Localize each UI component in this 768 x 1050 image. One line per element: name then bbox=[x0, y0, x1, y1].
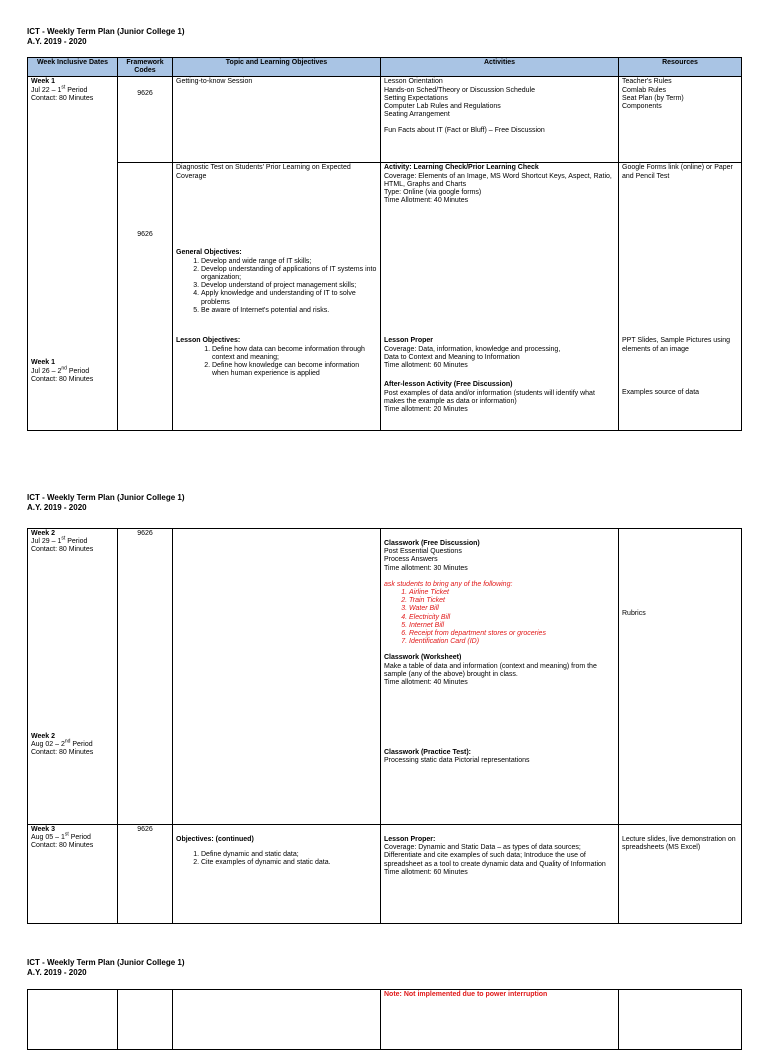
activities-cell bbox=[381, 529, 619, 825]
list-item: 1. Define how data can become information through context and meaning; bbox=[212, 346, 377, 362]
framework-code: 9626 bbox=[118, 529, 173, 825]
framework-code-cell bbox=[118, 163, 173, 431]
activity-title: Lesson Proper: bbox=[384, 836, 436, 843]
table-row bbox=[28, 990, 742, 1050]
list-item: 5. Be aware of Internet's potential and risks. bbox=[201, 307, 377, 315]
lesson-objectives-title: Lesson Objectives: bbox=[176, 337, 241, 345]
resource-line: Examples source of data bbox=[622, 389, 700, 397]
activity-line: Coverage: Elements of an Image, MS Word Shortcut Keys, Aspect, Ratio, HTML, Graphs and Charts bbox=[384, 172, 612, 188]
topic-text: Getting-to-know Session bbox=[176, 78, 253, 86]
activity-line: Coverage: Data, information, knowledge and processing, bbox=[384, 345, 561, 353]
topic-cell bbox=[173, 163, 381, 431]
resources-cell bbox=[619, 825, 742, 924]
activity-title: Lesson Proper bbox=[384, 337, 434, 345]
table-row bbox=[28, 825, 742, 924]
activity-line: Hands-on Sched/Theory or Discussion Schedule bbox=[384, 86, 535, 94]
week-cell bbox=[28, 529, 118, 825]
activity-line: Process Answers bbox=[384, 556, 438, 564]
week-label: Week 1 bbox=[31, 78, 55, 86]
week-cell bbox=[28, 990, 118, 1050]
list-item: 1. Airline Ticket bbox=[409, 589, 615, 597]
doc-subtitle: A.Y. 2019 - 2020 bbox=[27, 37, 87, 46]
resources-cell bbox=[619, 77, 742, 163]
activity-line: Time allotment: 60 Minutes bbox=[384, 868, 468, 876]
activity-line: Type: Online (via google forms) bbox=[384, 189, 482, 197]
activity-line: Processing static data Pictorial representations bbox=[384, 757, 530, 765]
header-topic: Topic and Learning Objectives bbox=[173, 58, 381, 77]
resource-line: Rubrics bbox=[622, 610, 646, 617]
week-contact: Contact: 80 Minutes bbox=[31, 94, 94, 102]
week-cell bbox=[28, 77, 118, 431]
week-contact: Contact: 80 Minutes bbox=[31, 842, 94, 850]
activity-line: Data to Context and Meaning to Information bbox=[384, 353, 520, 361]
activity-line: Time allotment: 20 Minutes bbox=[384, 406, 468, 414]
week-date: Jul 26 – 2nd Period bbox=[31, 365, 90, 375]
list-item: 2. Define how knowledge can become information when human experience is applied bbox=[212, 362, 377, 378]
list-item: 2. Train Ticket bbox=[409, 597, 615, 605]
activities-cell bbox=[381, 990, 619, 1050]
general-objectives-title: General Objectives: bbox=[176, 249, 242, 257]
objectives-title: Objectives: (continued) bbox=[176, 836, 254, 843]
week-date: Aug 05 – 1st Period bbox=[31, 831, 91, 842]
topic-cell bbox=[173, 529, 381, 825]
resource-line: Components bbox=[622, 103, 662, 111]
general-objectives bbox=[176, 249, 377, 315]
list-item: 6. Receipt from department stores or groceries bbox=[409, 630, 615, 638]
resource-line: Google Forms link (online) or Paper and Pencil Test bbox=[622, 164, 733, 180]
list-item: 5. Internet Bill bbox=[409, 622, 615, 630]
activity-line: Time Allotment: 40 Minutes bbox=[384, 197, 469, 205]
week-date: Jul 29 – 1st Period bbox=[31, 535, 88, 546]
doc-title: ICT - Weekly Term Plan (Junior College 1) bbox=[27, 958, 185, 967]
resource-line: Teacher's Rules bbox=[622, 78, 672, 86]
list-item: 3. Develop understand of project management skills; bbox=[201, 282, 377, 290]
table-header-row bbox=[28, 58, 742, 77]
activity-title: Classwork (Free Discussion) bbox=[384, 540, 480, 547]
activity-title: Classwork (Worksheet) bbox=[384, 654, 462, 662]
list-item: 7. Identification Card (ID) bbox=[409, 638, 615, 646]
list-item: 3. Water Bill bbox=[409, 605, 615, 613]
list-item: 2. Cite examples of dynamic and static data. bbox=[201, 859, 377, 867]
week-contact: Contact: 80 Minutes bbox=[31, 546, 94, 554]
activities-cell bbox=[381, 163, 619, 431]
topic-text: Diagnostic Test on Students' Prior Learning on Expected Coverage bbox=[176, 164, 351, 180]
list-item: 2. Develop understanding of applications of IT systems into organization; bbox=[201, 266, 377, 282]
lesson-objectives bbox=[176, 337, 377, 378]
framework-code: 9626 bbox=[118, 825, 173, 924]
week-contact: Contact: 80 Minutes bbox=[31, 749, 94, 757]
term-plan-table-1 bbox=[27, 57, 742, 431]
header-framework: Framework Codes bbox=[118, 58, 173, 77]
header-week: Week Inclusive Dates bbox=[28, 58, 118, 77]
list-item: 1. Define dynamic and static data; bbox=[201, 851, 377, 859]
list-item: 1. Develop and wide range of IT skills; bbox=[201, 258, 377, 266]
framework-code bbox=[118, 990, 173, 1050]
activity-title: After-lesson Activity (Free Discussion) bbox=[384, 381, 513, 389]
activity-line: Time allotment: 60 Minutes bbox=[384, 362, 468, 370]
term-plan-table-2 bbox=[27, 528, 742, 924]
resources-cell bbox=[619, 163, 742, 431]
week-block bbox=[31, 359, 114, 384]
instruction-note: ask students to bring any of the following: bbox=[384, 580, 513, 588]
activity-line: Fun Facts about IT (Fact or Bluff) – Free Discussion bbox=[384, 127, 545, 135]
resources-cell bbox=[619, 529, 742, 825]
activity-title: Classwork (Practice Test): bbox=[384, 749, 472, 756]
activity-line: Computer Lab Rules and Regulations bbox=[384, 103, 501, 111]
activities-cell bbox=[381, 825, 619, 924]
header-activities: Activities bbox=[381, 58, 619, 77]
activity-line: Post examples of data and/or information (students will identify what makes the example as data or information) bbox=[384, 389, 595, 405]
activity-block bbox=[384, 337, 615, 370]
header-resources: Resources bbox=[619, 58, 742, 77]
resources-cell bbox=[619, 990, 742, 1050]
activity-line: Setting Expectations bbox=[384, 94, 448, 102]
activity-line: Time allotment: 40 Minutes bbox=[384, 679, 468, 687]
week-label: Week 2 bbox=[31, 530, 55, 537]
topic-cell bbox=[173, 990, 381, 1050]
resource-line: Comlab Rules bbox=[622, 86, 666, 94]
resource-line: Lecture slides, live demonstration on spreadsheets (MS Excel) bbox=[622, 836, 736, 852]
activity-block bbox=[384, 381, 615, 414]
framework-code: 9626 bbox=[137, 231, 153, 239]
doc-subtitle: A.Y. 2019 - 2020 bbox=[27, 503, 87, 512]
activity-line: Coverage: Dynamic and Static Data – as types of data sources; Differentiate and cite examples of such data; Introduce the use of spreadsheet as a tool to create dynamic data and Quality of Information bbox=[384, 844, 606, 868]
week-label: Week 3 bbox=[31, 826, 55, 833]
activity-line: Post Essential Questions bbox=[384, 548, 462, 556]
week-date: Aug 02 – 2nd Period bbox=[31, 738, 93, 749]
week-cell bbox=[28, 825, 118, 924]
activity-line: Seating Arrangement bbox=[384, 111, 450, 119]
week-date: Jul 22 – 1st Period bbox=[31, 84, 88, 94]
activities-cell bbox=[381, 77, 619, 163]
topic-cell bbox=[173, 825, 381, 924]
term-plan-table-3 bbox=[27, 989, 742, 1050]
doc-subtitle: A.Y. 2019 - 2020 bbox=[27, 968, 87, 977]
week-contact: Contact: 80 Minutes bbox=[31, 375, 94, 383]
table-row bbox=[28, 77, 742, 163]
item-list bbox=[384, 589, 615, 646]
resource-line: PPT Slides, Sample Pictures using elements of an image bbox=[622, 337, 731, 353]
list-item: 4. Apply knowledge and understanding of IT to solve problems bbox=[201, 290, 377, 306]
table-row bbox=[28, 163, 742, 431]
doc-title: ICT - Weekly Term Plan (Junior College 1) bbox=[27, 493, 185, 502]
activity-title: Activity: Learning Check/Prior Learning Check bbox=[384, 164, 539, 172]
status-note: Note: Not implemented due to power interruption bbox=[384, 991, 548, 998]
activity-line: Time allotment: 30 Minutes bbox=[384, 564, 468, 572]
week-label: Week 1 bbox=[31, 359, 55, 367]
activity-line: Make a table of data and information (context and meaning) from the sample (any of the above) brought in class. bbox=[384, 662, 597, 678]
doc-title: ICT - Weekly Term Plan (Junior College 1) bbox=[27, 27, 185, 36]
activity-block bbox=[384, 749, 615, 765]
topic-cell bbox=[173, 77, 381, 163]
list-item: 4. Electricity Bill bbox=[409, 614, 615, 622]
week-label: Week 2 bbox=[31, 733, 55, 740]
framework-code: 9626 bbox=[118, 77, 173, 163]
activity-line: Lesson Orientation bbox=[384, 78, 443, 86]
resource-line: Seat Plan (by Term) bbox=[622, 94, 684, 102]
table-row bbox=[28, 529, 742, 825]
week-block bbox=[31, 733, 114, 758]
